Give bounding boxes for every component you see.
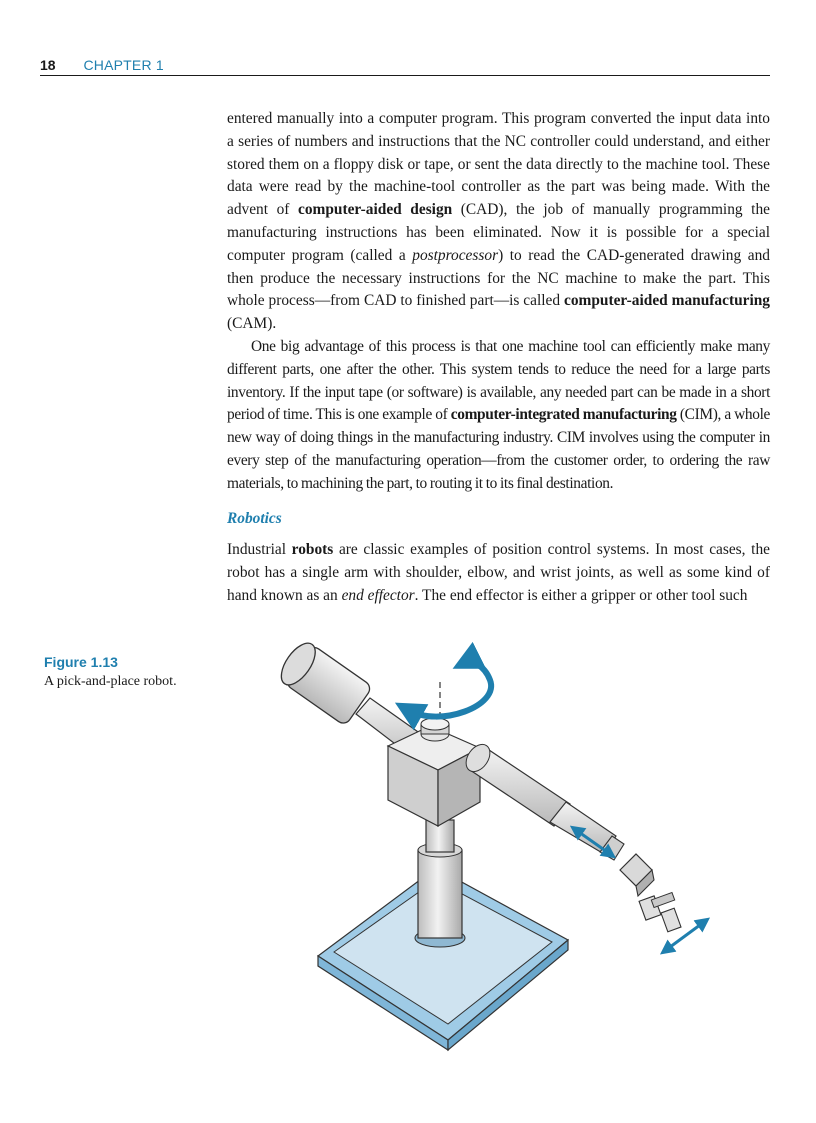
robotics-text — [227, 539, 770, 607]
figure-label: Figure 1.13 — [44, 654, 118, 670]
term-robots: robots — [291, 541, 334, 558]
paragraph-cad-cam: entered manually into a computer program. This program converted the input data into a series of numbers and instructions that the NC controller could understand, and either stored them on a floppy disk or tape, or sent the data directly to the machine tool. These data were read by the machine-tool controller as the part was being made. With the advent of computer-aided design (CAD), the job of manually programming the manufacturing instructions has been eliminated. Now it is possible for a special computer program (called a postprocessor) to read the CAD-generated drawing and then produce the necessary instructions for the NC machine to make the part. This whole process—from CAD to finished part—is called computer-aided manufacturing (CAM). — [227, 110, 770, 333]
main-text — [227, 108, 770, 496]
forward-arm — [461, 740, 624, 860]
section-heading-robotics: Robotics — [227, 510, 282, 527]
term-cim: computer-integrated manufacturing — [450, 406, 677, 424]
robot-figure — [270, 640, 740, 1060]
page-number: 18 — [40, 57, 56, 73]
term-cam: computer-aided manufacturing — [564, 292, 770, 310]
rotation-arrow — [408, 662, 491, 717]
gripper — [620, 854, 681, 932]
robot-column — [415, 820, 465, 947]
term-end-effector: end effector — [341, 586, 415, 604]
chapter-label: CHAPTER 1 — [83, 57, 164, 73]
paragraph-robots: Industrial robots are classic examples of position control systems. In most cases, the robot has a single arm with shoulder, elbow, and wrist joints, as well as some kind of hand known as an end effector. The end effector is either a gripper or other tool such — [227, 541, 770, 604]
running-header — [40, 57, 770, 76]
term-cad: computer-aided design — [298, 201, 453, 219]
figure-caption: A pick-and-place robot. — [44, 674, 177, 689]
term-postprocessor: postprocessor — [412, 246, 499, 264]
paragraph-cim: One big advantage of this process is that one machine tool can efficiently make many different parts, one after the other. This system tends to reduce the need for a large parts inventory. If the input tape (or software) is available, any needed part can be made in a short period of time. This is one example of computer-integrated manufacturing (CIM), a whole new way of doing things in the manufacturing industry. CIM involves using the computer in every step of the manufacturing operation—from the customer order, to ordering the raw materials, to machining the part, to routing it to its final destination. — [227, 337, 770, 492]
